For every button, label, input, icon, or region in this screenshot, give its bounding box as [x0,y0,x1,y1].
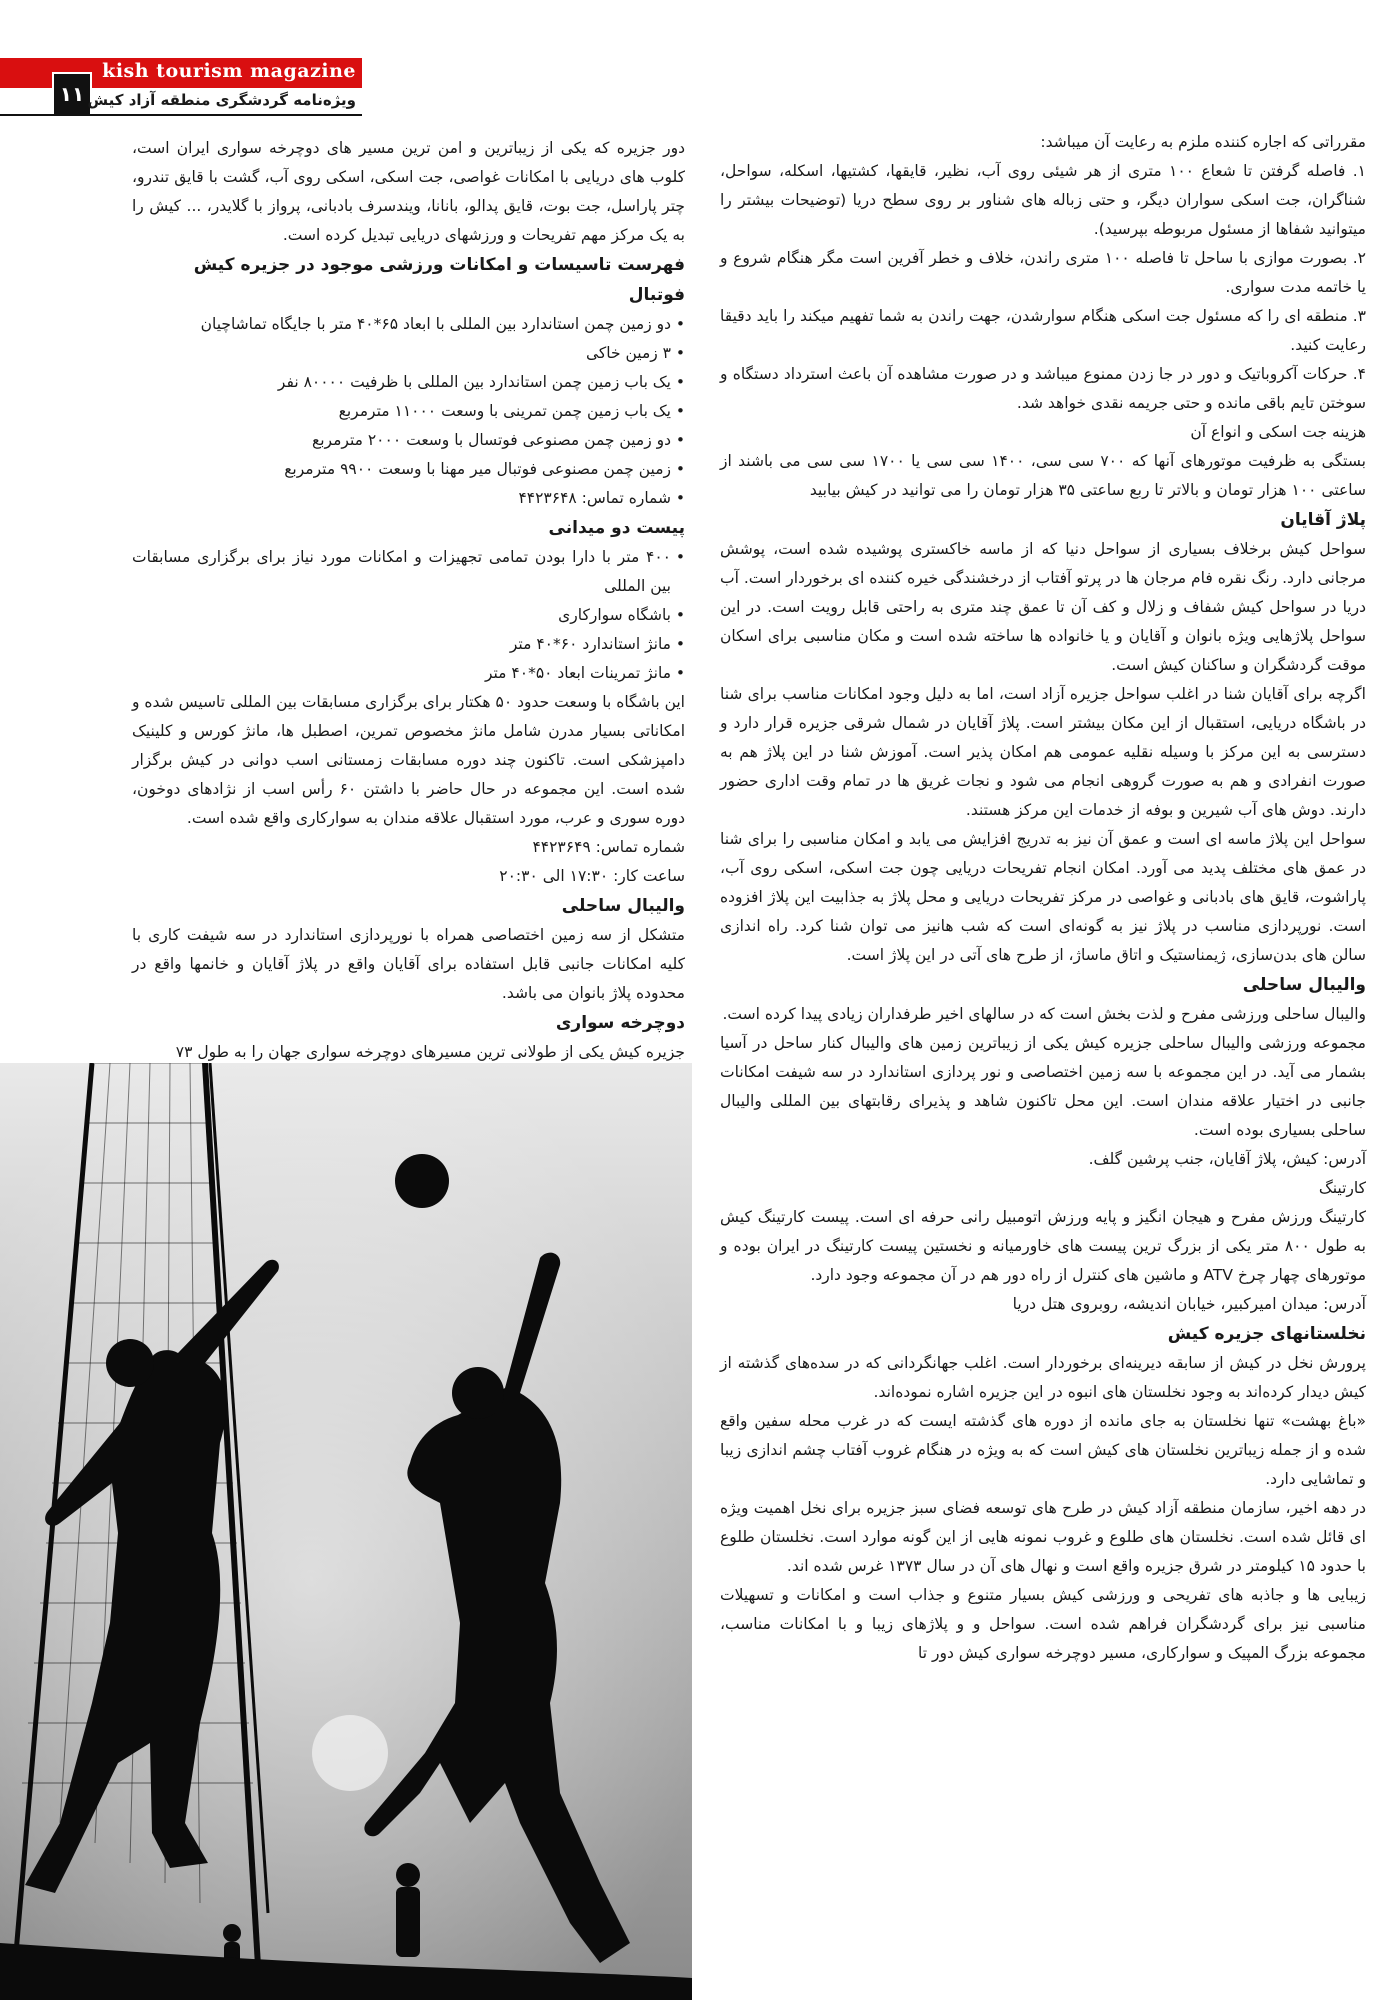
list-item: • یک باب زمین چمن تمرینی با وسعت ۱۱۰۰۰ مترمربع [132,397,685,426]
section-heading-volleyball: والیبال ساحلی [561,896,685,916]
paragraph: پرورش نخل در کیش از سابقه دیرینه‌ای برخوردار است. اغلب جهانگردانی که در سده‌های گذشته از کیش دیدار کرده‌اند به وجود نخلستان های انبوه در این جزیره اشاره نموده‌اند. [720,1354,1366,1401]
paragraph: سواحل این پلاژ ماسه ای است و عمق آن نیز به تدریج افزایش می یابد و امکان مناسبی را برای شنا در عمق های مختلف پدید می آورد. امکان انجام تفریحات دریایی چون جت اسکی، اسکی روی آب، پاراشوت، قایق های بادبانی و غواصی در مرکز تفریحات دریایی و محل پلاژ به جذابیت این پلاژ افزوده است. نورپردازی مناسب در پلاژ نیز به گونه‌ای است که شب هانیز می توان شنا کرد. راه اندازی سالن های بدن‌سازی، ژیمناستیک و اتاق ماساژ، از طرح های آتی در این پلاژ است. [720,830,1366,964]
rules-intro: مقرراتی که اجاره کننده ملزم به رعایت آن میباشد: [1040,133,1366,151]
facilities-heading: فهرست تاسیسات و امکانات ورزشی موجود در جزیره کیش [193,255,685,275]
header-rule [0,114,362,116]
paragraph: مجموعه ورزشی والیبال ساحلی جزیره کیش یکی از زیباترین زمین های والیبال کنار ساحل در آسیا بشمار می آید. در این مجموعه با سه زمین اختصاصی و نور پردازی استاندارد در سه شیفت امکانات جانبی در اختیار علاقه مندان است. این محل تاکنون شاهد و پذیرای رقابتهای بین المللی والیبال ساحلی بسیاری بوده است. [720,1034,1366,1139]
paragraph: در دهه اخیر، سازمان منطقه آزاد کیش در طرح های توسعه فضای سبز جزیره برای نخل اهمیت ویژه ای قائل شده است. نخلستان های طلوع و غروب نمونه هایی از این گونه موارد است. نخلستان طلوع با حدود ۱۵ کیلومتر در شرق جزیره واقع است و نهال های آن در سال ۱۳۷۳ غرس شده اند. [720,1499,1366,1575]
rule-item: ۳. منطقه ای را که مسئول جت اسکی هنگام سوارشدن، جهت راندن به شما تفهیم میکند را باید دقیقا رعایت کنید. [720,307,1366,354]
paragraph: «باغ بهشت» تنها نخلستان به جای مانده از دوره های گذشته ایست که در غرب محله سفین واقع شده و از جمله زیباترین نخلستان های کیش است که به ویژه در هنگام غروب آفتاب چشم اندازی زیبا و تماشایی دارد. [720,1412,1366,1488]
paragraph: والیبال ساحلی ورزشی مفرح و لذت بخش است که در سالهای اخیر طرفداران زیادی پیدا کرده است. [722,1005,1366,1023]
article-column-right [720,128,1366,1668]
magazine-name: kish tourism magazine [102,60,356,82]
list-item: • مانژ تمرینات ابعاد ۵۰*۴۰ متر [132,659,685,688]
spiker-head [452,1367,504,1419]
working-hours: ساعت کار: ۱۷:۳۰ الی ۲۰:۳۰ [499,867,685,885]
paragraph: جزیره کیش یکی از طولانی ترین مسیرهای دوچرخه سواری جهان را به طول ۷۳ [175,1043,685,1061]
blocker-head [106,1339,154,1387]
cost-heading: هزینه جت اسکی و انواع آن [1190,423,1366,441]
list-item: • یک باب زمین چمن استاندارد بین المللی با ظرفیت ۸۰۰۰۰ نفر [132,368,685,397]
list-item: • باشگاه سوارکاری [132,601,685,630]
list-item: • مانژ استاندارد ۶۰*۴۰ متر [132,630,685,659]
section-heading-cycling: دوچرخه سواری [555,1013,685,1033]
phone-number: شماره تماس: ۴۴۲۳۶۴۹ [532,838,685,856]
rule-item: ۲. بصورت موازی با ساحل تا فاصله ۱۰۰ متری راندن، خلاف و خطر آفرین است مگر هنگام شروع و یا خاتمه مدت سواری. [720,249,1366,296]
track-list [132,543,685,688]
paragraph: متشکل از سه زمین اختصاصی همراه با نورپردازی استاندارد در سه شیفت کاری با کلیه امکانات جانبی قابل استفاده برای آقایان واقع در پلاژ آقایان و خانمها واقع در محدوده پلاژ بانوان می باشد. [132,926,685,1002]
list-item: • شماره تماس: ۴۴۲۳۶۴۸ [132,484,685,513]
address: آدرس: کیش، پلاژ آقایان، جنب پرشین گلف. [1088,1150,1366,1168]
list-item: • ۴۰۰ متر با دارا بودن تمامی تجهیزات و امکانات مورد نیاز برای برگزاری مسابقات بین المللی [132,543,685,601]
beach-volleyball-silhouette-icon [0,1063,692,2000]
paragraph: سواحل کیش برخلاف بسیاری از سواحل دنیا که از ماسه خاکستری پوشیده شده است، پوشش مرجانی دارد. رنگ نقره فام مرجان ها در پرتو آفتاب از درخشندگی خیره کننده ای برخوردار است. آب دریا در سواحل کیش شفاف و زلال و کف آن تا عمق چند متری به راحتی قابل رویت است. در این سواحل پلاژهایی ویژه بانوان و آقایان و یا خانواده ها ساخته شده است و مکان مناسبی برای اسکان موقت گردشگران و ساکنان کیش است. [720,540,1366,674]
rule-item: ۱. فاصله گرفتن تا شعاع ۱۰۰ متری از هر شیئی روی آب، نظیر، قایقها، کشتیها، اسکله، سواحل، شناگران، جت اسکی سواران دیگر، و حتی زباله های شناور بر روی سطح دریا (توضیحات بیشتر را میتوانید شفاها از مسئول مربوطه بپرسید). [720,162,1366,238]
rule-item: ۴. حرکات آکروباتیک و دور در جا زدن ممنوع میباشد و در صورت مشاهده آن باعث استرداد دستگاه و سوختن تایم باقی مانده و حتی جریمه نقدی خواهد شد. [720,365,1366,412]
article-column-left [132,134,685,1067]
paragraph: اگرچه برای آقایان شنا در اغلب سواحل جزیره آزاد است، اما به دلیل وجود امکانات مناسب برای شنا در باشگاه دریایی، استقبال از این مکان بیشتر است. پلاژ آقایان در شمال شرقی جزیره قرار دارد و دسترسی به این مرکز با وسیله نقلیه عمومی هم امکان پذیر است. آموزش شنا در این پلاژ هم به صورت انفرادی و هم به صورت گروهی انجام می شود و نجات غریق ها در تمام وقت اداری حضور دارند. دوش های آب شیرین و بوفه از خدمات این مرکز هستند. [720,685,1366,819]
section-heading-beach: پلاژ آقایان [1280,510,1366,530]
volleyball [395,1154,449,1208]
section-heading-volleyball: والیبال ساحلی [1242,975,1366,995]
section-heading-football: فوتبال [628,285,685,305]
section-heading-track: پیست دو میدانی [548,518,685,538]
list-item: • دو زمین چمن مصنوعی فوتسال با وسعت ۲۰۰۰ مترمربع [132,426,685,455]
paragraph: زیبایی ها و جاذبه های تفریحی و ورزشی کیش بسیار متنوع و جذاب است و امکانات و تسهیلات مناسبی نیز برای گردشگران فراهم شده است. سواحل و و پلاژهای زیبا و با امکانات مناسب، مجموعه بزرگ المپیک و سوارکاری، مسیر دوچرخه سواری کیش دور تا [720,1586,1366,1662]
football-list [132,310,685,513]
magazine-subtitle: ویژه‌نامه گردشگری منطقه آزاد کیش [87,91,356,109]
cost-text: بستگی به ظرفیت موتورهای آنها که ۷۰۰ سی سی، ۱۴۰۰ سی سی یا ۱۷۰۰ سی سی می باشند از ساعتی ۱۰۰ هزار تومان و بالاتر تا ربع ساعتی ۳۵ هزار تومان را می توانید در کیش بیابید [720,452,1366,499]
list-item: • زمین چمن مصنوعی فوتبال میر مهنا با وسعت ۹۹۰۰ مترمربع [132,455,685,484]
magazine-header [0,58,362,120]
paragraph: کارتینگ ورزش مفرح و هیجان انگیز و پایه ورزش اتومبیل رانی حرفه ای است. پیست کارتینگ کیش به طول ۸۰۰ متر یکی از بزرگ ترین پیست های خاورمیانه و نخستین پیست کارتینگ در ایران بوده و موتورهای چهار چرخ ATV و ماشین های کنترل از راه دور هم در آن مجموعه وجود دارد. [720,1208,1366,1284]
page-number: ۱۱ [52,72,92,116]
list-item: • دو زمین چمن استاندارد بین المللی با ابعاد ۶۵*۴۰ متر با جایگاه تماشاچیان [132,310,685,339]
subheading-karting: کارتینگ [1318,1179,1366,1197]
sun [312,1715,388,1791]
paragraph: دور جزیره که یکی از زیباترین و امن ترین مسیر های دوچرخه سواری ایران است، کلوب های دریایی با امکانات غواصی، جت اسکی، اسکی روی آب، گشت با قایق تندرو، چتر پاراسل، جت بوت، قایق پدالو، بانانا، ویندسرف بادبانی، پرواز با گلایدر، ... کیش را به یک مرکز مهم تفریحات و ورزشهای دریایی تبدیل کرده است. [132,139,685,244]
beach-volleyball-photo [0,1063,692,2000]
paragraph: این باشگاه با وسعت حدود ۵۰ هکتار برای برگزاری مسابقات بین المللی تاسیس شده و امکاناتی بسیار مدرن شامل مانژ مخصوص تمرین، اصطبل ها، مانژ کورس و کلینیک دامپزشکی است. تاکنون چند دوره مسابقات زمستانی اسب دوانی در کیش برگزار شده است. این مجموعه در حال حاضر با داشتن ۶۰ رأس اسب از نژادهای دوخون، دوره سوری و عرب، مورد استقبال علاقه مندان به سوارکاری واقع شده است. [132,693,686,827]
address: آدرس: میدان امیرکبیر، خیابان اندیشه، روبروی هتل دریا [1012,1295,1366,1313]
list-item: • ۳ زمین خاکی [132,339,685,368]
section-heading-palms: نخلستانهای جزیره کیش [1167,1324,1366,1344]
